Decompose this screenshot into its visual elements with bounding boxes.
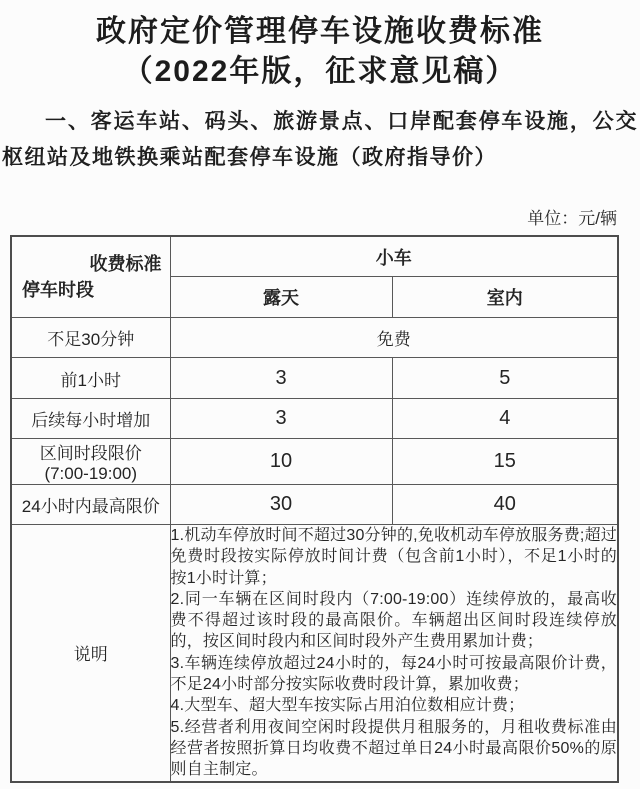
row-daytime-cap	[11, 439, 618, 485]
merged-fee-value: 免费	[170, 318, 618, 358]
row-first-hour	[11, 358, 618, 399]
parking-fee-table	[10, 235, 619, 783]
row-label	[11, 439, 170, 485]
fee-value-indoor: 15	[392, 439, 618, 485]
fee-value-outdoor: 3	[170, 399, 392, 439]
document-title	[0, 0, 640, 92]
fee-value-indoor: 40	[392, 485, 618, 525]
row-label: 24小时内最高限价	[11, 485, 170, 525]
notes-cell	[170, 525, 618, 782]
fee-value-outdoor: 30	[170, 485, 392, 525]
note-item: 1.机动车停放时间不超过30分钟的,免收机动车停放服务费;超过免费时段按实际停放时间计费（包含前1小时），不足1小时的按1小时计算；	[170, 527, 617, 587]
vehicle-group-header: 小车	[170, 236, 618, 277]
notes-label: 说明	[11, 525, 170, 782]
corner-cell-content	[12, 237, 170, 317]
col-header-indoor: 室内	[392, 277, 618, 318]
row-label: 不足30分钟	[11, 318, 170, 358]
row-notes	[11, 525, 618, 782]
fee-value-outdoor: 10	[170, 439, 392, 485]
row-label: 前1小时	[11, 358, 170, 399]
title-line-2: （2022年版，征求意见稿）	[122, 55, 518, 88]
row-label-sublabel: (7:00-19:00)	[44, 464, 138, 483]
corner-cell	[11, 236, 170, 318]
note-item: 2.同一车辆在区间时段内（7:00-19:00）连续停放的，最高收费不得超过该时段的最高限价。车辆超出区间时段连续停放的，按区间时段内和区间时段外产生费用累加计费；	[170, 590, 617, 651]
fee-value-indoor: 5	[392, 358, 618, 399]
row-additional-hour	[11, 399, 618, 439]
header-row-group	[11, 236, 618, 277]
title-line-1: 政府定价管理停车设施收费标准	[96, 15, 544, 48]
note-item: 5.经营者利用夜间空闲时段提供月租服务的，月租收费标准由经营者按照折算日均收费不超过单日24小时最高限价50%的原则自主制定。	[170, 718, 617, 779]
corner-top-label: 收费标准	[89, 254, 162, 274]
unit-label: 单位：元/辆	[527, 209, 617, 228]
corner-bottom-label: 停车时段	[22, 280, 94, 300]
col-header-outdoor: 露天	[170, 277, 392, 318]
note-item: 4.大型车、超大型车按实际占用泊位数相应计费；	[170, 697, 525, 715]
row-24h-cap	[11, 485, 618, 525]
fee-value-indoor: 4	[392, 399, 618, 439]
note-item: 3.车辆连续停放超过24小时的，每24小时可按最高限价计费，不足24小时部分按实际收费时段计算，累加收费；	[170, 654, 617, 694]
row-under-30min	[11, 318, 618, 358]
row-label-main: 区间时段限价	[39, 444, 142, 463]
fee-value-outdoor: 3	[170, 358, 392, 399]
row-label: 后续每小时增加	[11, 399, 170, 439]
intro-paragraph: 一、客运车站、码头、旅游景点、口岸配套停车设施，公交枢纽站及地铁换乘站配套停车设施（政府指导价）	[2, 110, 638, 169]
